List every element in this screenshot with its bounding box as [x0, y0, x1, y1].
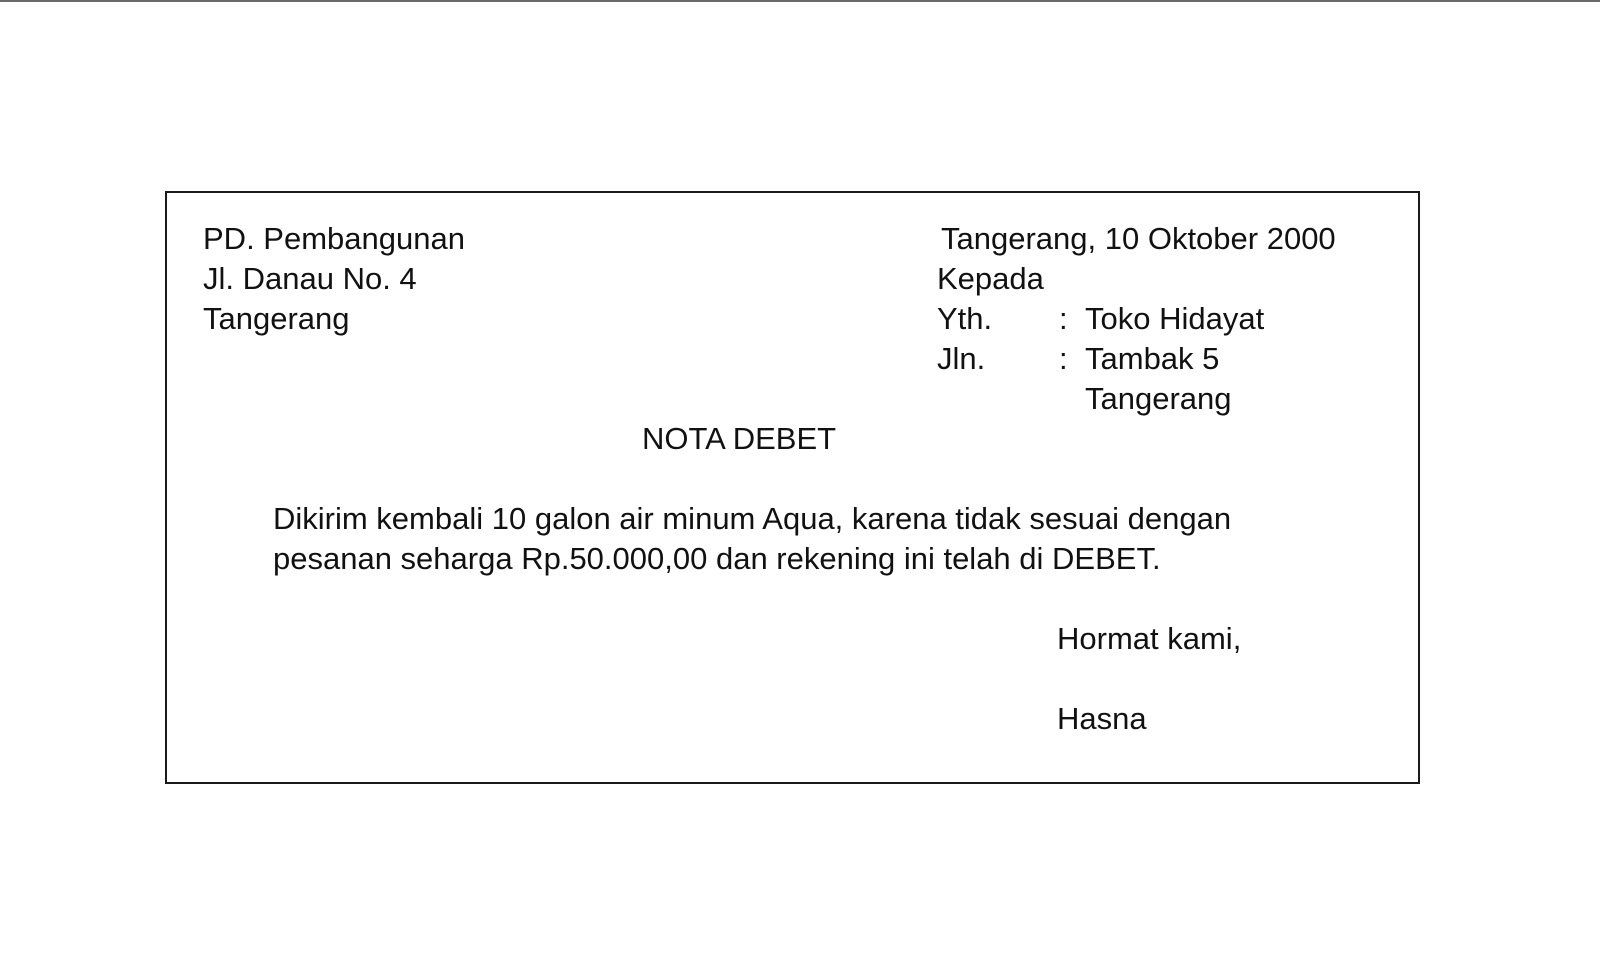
date-line: Tangerang, 10 Oktober 2000: [941, 221, 1336, 256]
recipient-city: Tangerang: [1085, 381, 1232, 416]
jln-value: Tambak 5: [1085, 341, 1220, 376]
yth-colon: :: [1059, 301, 1068, 336]
note-title: NOTA DEBET: [642, 421, 837, 456]
signer-name: Hasna: [1057, 701, 1147, 736]
body-line-1: Dikirim kembali 10 galon air minum Aqua, karena tidak sesuai dengan: [273, 501, 1232, 536]
yth-label: Yth.: [937, 301, 993, 336]
jln-label: Jln.: [937, 341, 986, 376]
sender-street: Jl. Danau No. 4: [203, 261, 417, 296]
closing-greeting: Hormat kami,: [1057, 621, 1242, 656]
sender-city: Tangerang: [203, 301, 350, 336]
recipient-heading: Kepada: [937, 261, 1044, 296]
body-line-2: pesanan seharga Rp.50.000,00 dan rekening ini telah di DEBET.: [273, 541, 1161, 576]
top-rule: [0, 0, 1600, 2]
jln-colon: :: [1059, 341, 1068, 376]
debit-note: [165, 191, 1420, 784]
yth-value: Toko Hidayat: [1085, 301, 1265, 336]
sender-name: PD. Pembangunan: [203, 221, 465, 256]
